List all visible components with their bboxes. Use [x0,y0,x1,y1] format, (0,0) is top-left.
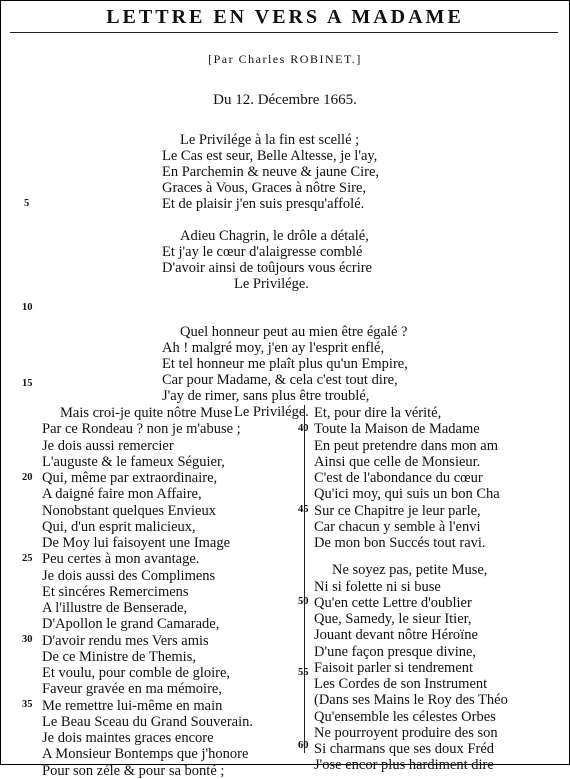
verse-line: Qui, même par extraordinaire, [42,470,218,486]
verse-line: Faveur gravée en ma mémoire, [42,681,222,698]
verse-line: Car chacun y semble à l'envi [314,518,481,535]
verse-line: En peut pretendre dans mon am [314,437,499,454]
line-number: 55 [298,667,309,678]
verse-line: Qu'ici moy, qui suis un bon Cha [314,486,500,503]
line-number: 20 [22,472,33,483]
verse-line: Le Privilége. [234,276,309,292]
verse-line: D'avoir rendu mes Vers amis [42,632,209,649]
verse-line: A l'illustre de Benserade, [42,600,188,616]
line-number: 60 [298,740,309,751]
author-line: [Par Charles ROBINET.] [208,52,362,66]
verse-line: Jouant devant nôtre Héroïne [314,627,478,644]
verse-line: Et sincéres Remercimens [42,583,189,600]
verse-line: Je dois aussi remercier [42,437,174,454]
verse-line: Sur ce Chapitre je leur parle, [314,502,481,519]
verse-line: Ni si folette ni si buse [314,578,441,595]
title-rule [10,32,558,33]
verse-line: De mon bon Succés tout ravi. [314,535,486,551]
right-column [314,405,570,774]
verse-line: Si charmans que ses doux Fréd [314,741,495,757]
line-number: 5 [24,198,30,209]
verse-line: Adieu Chagrin, le drôle a détalé, [180,228,369,244]
column-divider [304,405,305,753]
line-number: 10 [22,302,33,313]
verse-line: D'une façon presque divine, [314,643,477,660]
verse-line: J'ose encor plus hardiment dire [314,757,494,774]
verse-line: Toute la Maison de Madame [314,421,480,438]
verse-line: D'avoir ainsi de toûjours vous écrire [162,260,372,276]
verse-line: De ce Ministre de Themis, [42,648,196,665]
date-line: Du 12. Décembre 1665. [213,92,357,108]
rondeau [162,132,408,420]
verse-line: Et de plaisir j'en suis presqu'affolé. [162,196,365,212]
verse-line: Ne pourroyent produire des son [314,724,498,741]
verse-line: A daigné faire mon Affaire, [42,486,202,503]
verse-line: Par ce Rondeau ? non je m'abuse ; [42,421,241,438]
verse-line: Et voulu, pour comble de gloire, [42,665,231,681]
verse-line: Les Cordes de son Instrument [314,676,488,692]
page-title: LETTRE EN VERS A MADAME [106,6,464,28]
left-column [42,405,297,779]
verse-line: Que, Samedy, le sieur Itier, [314,611,472,627]
verse-line: Qu'en cette Lettre d'oublier [314,594,472,611]
verse-line: J'ay de rimer, sans plus être troublé, [162,388,370,404]
verse-line: Me remettre lui-même en main [42,697,223,714]
line-number: 25 [22,553,33,564]
verse-line: Je dois maintes graces encore [42,730,214,746]
verse-line: Et tel honneur me plaît plus qu'un Empire, [162,356,408,372]
verse-line: Le Privilége à la fin est scellé ; [180,132,360,148]
verse-line: L'auguste & le fameux Séguier, [42,453,225,470]
verse-line: (Dans ses Mains le Roy des Théo [314,692,508,709]
verse-line: C'est de l'abondance du cœur [314,470,483,486]
verse-line: Ah ! malgré moy, j'en ay l'esprit enflé, [162,340,385,356]
verse-line: Car pour Madame, & cela c'est tout dire, [162,372,398,388]
verse-line: A Monsieur Bontemps que j'honore [42,746,249,763]
verse-line: Quel honneur peut au mien être égalé ? [180,324,408,340]
line-number: 30 [22,634,33,645]
verse-line: Le Cas est seur, Belle Altesse, je l'ay, [162,148,378,164]
verse-line: Et j'ay le cœur d'alaigresse comblé [162,244,363,260]
verse-line: Ainsi que celle de Monsieur. [314,453,481,470]
verse-line: Nonobstant quelques Envieux [42,502,216,519]
line-number: 15 [22,378,33,389]
verse-line: Et, pour dire la vérité, [314,405,442,421]
verse-line: D'Apollon le grand Camarade, [42,616,220,633]
verse-line: Mais croi-je quite nôtre Muse [60,405,233,421]
line-number: 35 [22,699,33,710]
verse-line: Graces à Vous, Graces à nôtre Sire, [162,180,367,196]
verse-line: De Moy lui faisoyent une Image [42,535,231,551]
verse-line: En Parchemin & neuve & jaune Cire, [162,164,380,180]
verse-line: Peu certes à mon avantage. [42,551,200,568]
line-number: 40 [298,423,309,434]
verse-line: Qu'ensemble les célestes Orbes [314,708,496,725]
verse-line: Je dois aussi des Complimens [42,567,216,584]
verse-line: Pour son zéle & pour sa bonté ; [42,762,225,779]
line-number: 45 [298,504,309,515]
verse-line: Faisoit parler si tendrement [314,659,474,676]
verse-line: Le Beau Sceau du Grand Souverain. [42,713,253,730]
verse-line: Qui, d'un esprit malicieux, [42,518,196,535]
verse-line: Le Privilége. [234,404,309,420]
verse-line: Ne soyez pas, petite Muse, [332,562,488,579]
line-number: 50 [298,596,309,607]
